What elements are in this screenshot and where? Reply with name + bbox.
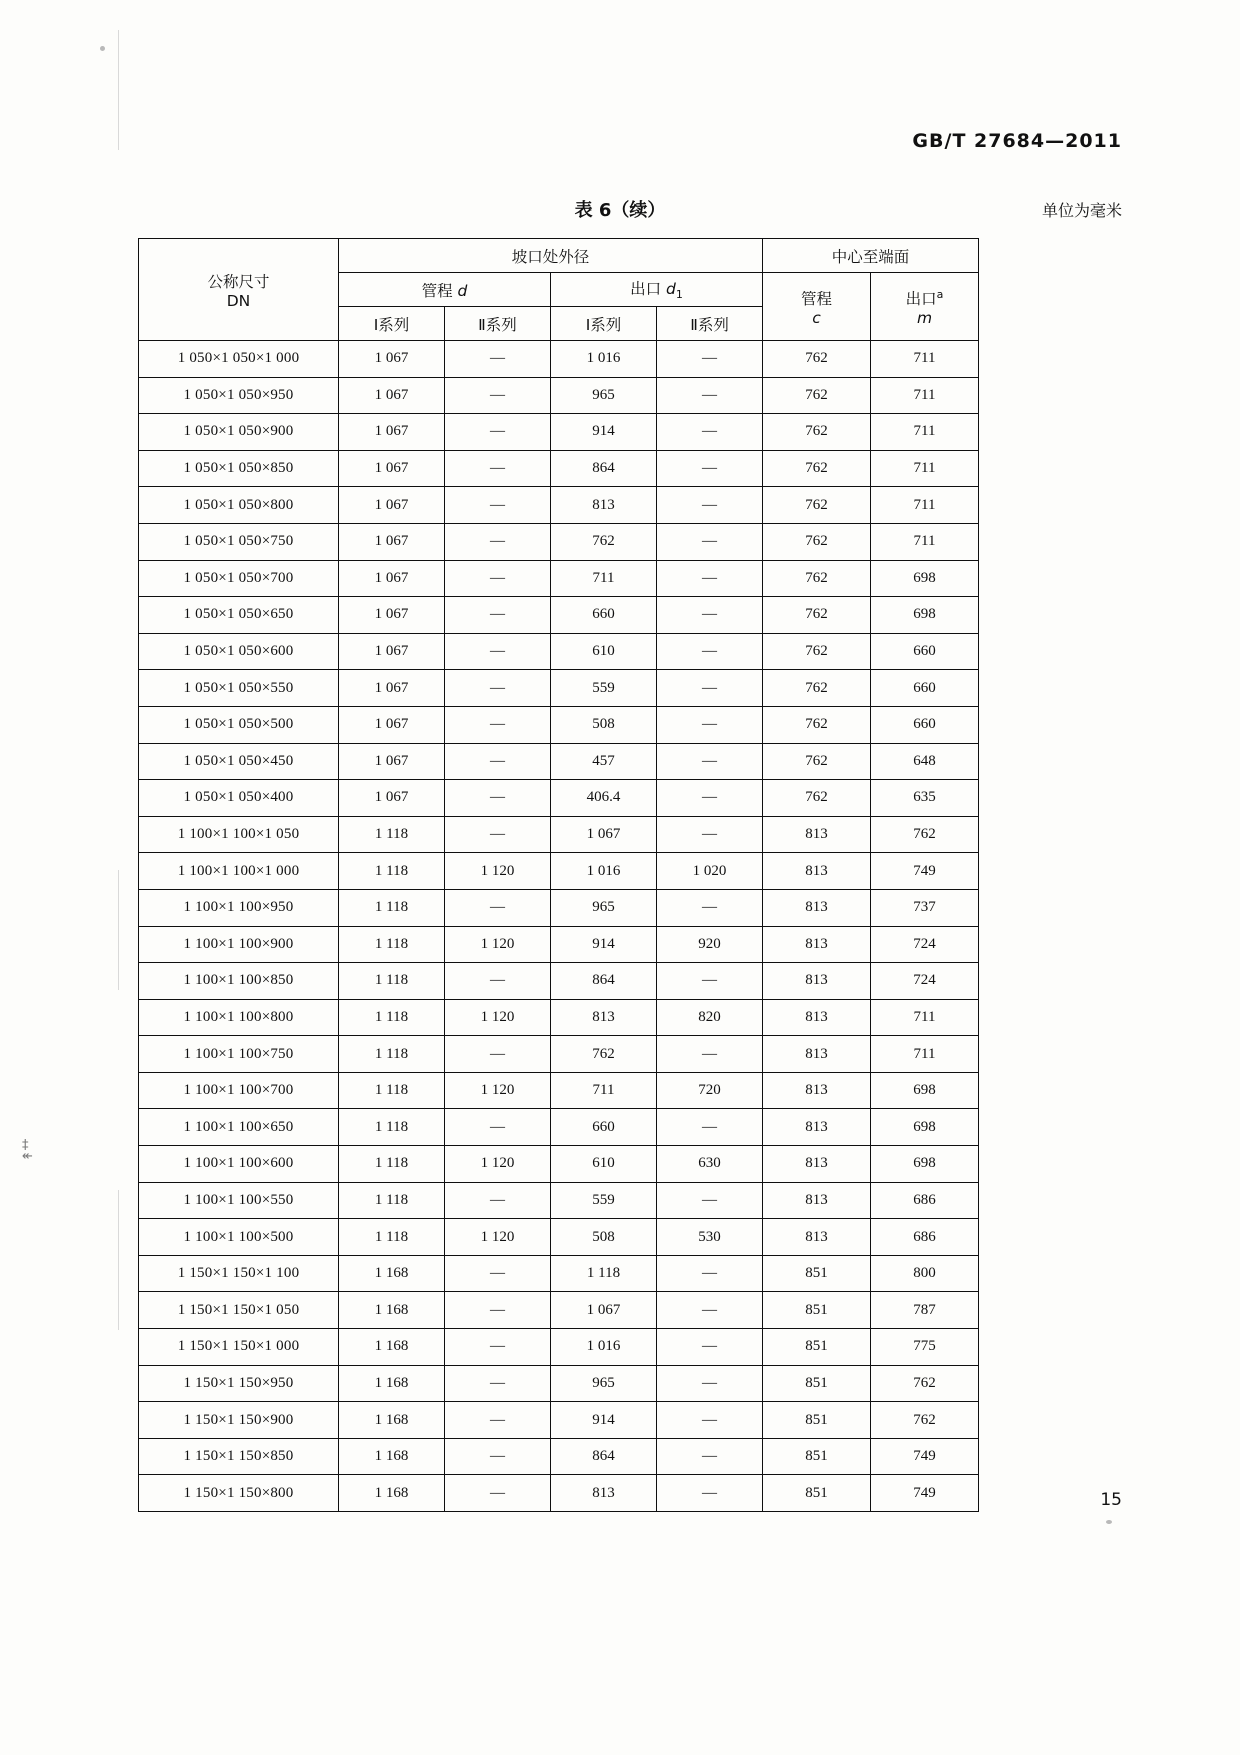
header-run-series-1: Ⅰ系列 [339, 307, 445, 341]
cell-value: 559 [551, 1182, 657, 1219]
cell-value: — [657, 597, 763, 634]
table-row [139, 341, 979, 378]
cell-value: — [445, 414, 551, 451]
header-run-c [763, 273, 871, 341]
cell-value: 724 [871, 963, 979, 1000]
cell-value: 1 016 [551, 1329, 657, 1366]
cell-value: 1 067 [339, 414, 445, 451]
cell-value: 851 [763, 1365, 871, 1402]
table-row [139, 414, 979, 451]
cell-value: — [657, 1109, 763, 1146]
cell-dn: 1 150×1 150×800 [139, 1475, 339, 1512]
header-run-series-2: Ⅱ系列 [445, 307, 551, 341]
cell-value: — [445, 1292, 551, 1329]
table-row [139, 1219, 979, 1256]
cell-value: — [445, 1402, 551, 1439]
cell-value: 660 [871, 706, 979, 743]
cell-value: 851 [763, 1438, 871, 1475]
cell-value: 1 120 [445, 853, 551, 890]
cell-dn: 1 100×1 100×900 [139, 926, 339, 963]
cell-value: 630 [657, 1146, 763, 1183]
cell-value: 1 067 [339, 450, 445, 487]
cell-dn: 1 050×1 050×600 [139, 633, 339, 670]
scan-speck [1106, 1520, 1112, 1524]
cell-dn: 1 050×1 050×850 [139, 450, 339, 487]
cell-value: 851 [763, 1402, 871, 1439]
cell-dn: 1 100×1 100×1 000 [139, 853, 339, 890]
cell-value: — [657, 1255, 763, 1292]
cell-value: 1 067 [339, 560, 445, 597]
cell-value: 711 [871, 1036, 979, 1073]
cell-value: — [657, 1292, 763, 1329]
header-dn-line1: 公称尺寸 [207, 272, 270, 291]
cell-dn: 1 100×1 100×1 050 [139, 816, 339, 853]
header-dn-line2: DN [226, 291, 251, 310]
cell-value: 660 [871, 670, 979, 707]
cell-value: — [657, 523, 763, 560]
cell-value: 1 118 [551, 1255, 657, 1292]
cell-value: 698 [871, 1146, 979, 1183]
cell-value: 711 [871, 523, 979, 560]
cell-dn: 1 050×1 050×450 [139, 743, 339, 780]
cell-value: 813 [763, 999, 871, 1036]
table-caption: 表 6（续） [574, 200, 666, 221]
table-row [139, 706, 979, 743]
cell-value: 711 [871, 414, 979, 451]
cell-value: 1 067 [339, 780, 445, 817]
table-row [139, 1146, 979, 1183]
cell-value: 1 118 [339, 816, 445, 853]
cell-dn: 1 150×1 150×1 050 [139, 1292, 339, 1329]
cell-value: 1 118 [339, 926, 445, 963]
cell-value: 813 [763, 853, 871, 890]
cell-dn: 1 050×1 050×500 [139, 706, 339, 743]
table-row [139, 597, 979, 634]
cell-value: 711 [871, 487, 979, 524]
cell-dn: 1 050×1 050×400 [139, 780, 339, 817]
cell-value: 698 [871, 1072, 979, 1109]
cell-value: 1 067 [339, 487, 445, 524]
header-group-bevel-od: 坡口处外径 [339, 239, 763, 273]
cell-value: 762 [763, 633, 871, 670]
header-run-c-symbol: c [812, 308, 821, 327]
cell-value: 698 [871, 597, 979, 634]
table-row [139, 853, 979, 890]
cell-value: — [445, 633, 551, 670]
cell-value: 610 [551, 1146, 657, 1183]
cell-value: — [657, 341, 763, 378]
cell-value: 660 [551, 1109, 657, 1146]
cell-value: — [445, 1109, 551, 1146]
table-row [139, 1292, 979, 1329]
cell-value: — [657, 560, 763, 597]
cell-value: — [445, 1182, 551, 1219]
cell-value: 1 067 [339, 597, 445, 634]
cell-value: 749 [871, 1438, 979, 1475]
cell-value: 851 [763, 1329, 871, 1366]
cell-dn: 1 100×1 100×650 [139, 1109, 339, 1146]
cell-value: 508 [551, 706, 657, 743]
cell-value: — [657, 1438, 763, 1475]
cell-value: 1 067 [339, 743, 445, 780]
cell-value: 851 [763, 1255, 871, 1292]
cell-value: 1 118 [339, 1146, 445, 1183]
cell-value: 1 067 [339, 670, 445, 707]
cell-dn: 1 150×1 150×850 [139, 1438, 339, 1475]
cell-value: 813 [763, 926, 871, 963]
cell-value: — [657, 889, 763, 926]
cell-value: 711 [551, 560, 657, 597]
cell-value: — [657, 1036, 763, 1073]
cell-value: 1 168 [339, 1402, 445, 1439]
cell-value: 1 120 [445, 999, 551, 1036]
header-sub-run-text: 管程 d [421, 281, 468, 300]
cell-dn: 1 150×1 150×1 100 [139, 1255, 339, 1292]
cell-value: — [445, 1036, 551, 1073]
cell-value: 914 [551, 926, 657, 963]
cell-value: 530 [657, 1219, 763, 1256]
table-row [139, 816, 979, 853]
cell-value: — [445, 450, 551, 487]
cell-value: 762 [763, 780, 871, 817]
cell-value: 1 118 [339, 1036, 445, 1073]
unit-note: 单位为毫米 [1041, 201, 1122, 220]
cell-value: 406.4 [551, 780, 657, 817]
cell-value: — [445, 377, 551, 414]
cell-value: — [657, 414, 763, 451]
cell-value: 1 120 [445, 1072, 551, 1109]
cell-value: 1 118 [339, 889, 445, 926]
cell-value: 864 [551, 963, 657, 1000]
header-dn [139, 239, 339, 341]
cell-value: 762 [763, 450, 871, 487]
cell-value: 762 [551, 1036, 657, 1073]
cell-value: 1 067 [551, 1292, 657, 1329]
cell-value: — [445, 1438, 551, 1475]
cell-dn: 1 050×1 050×900 [139, 414, 339, 451]
cell-value: 724 [871, 926, 979, 963]
cell-value: — [445, 341, 551, 378]
table-row [139, 1475, 979, 1512]
cell-value: 762 [763, 377, 871, 414]
cell-value: 965 [551, 889, 657, 926]
cell-value: — [445, 1475, 551, 1512]
header-outlet-m-symbol: m [916, 308, 933, 327]
table-row [139, 889, 979, 926]
cell-value: 762 [763, 670, 871, 707]
cell-value: 914 [551, 1402, 657, 1439]
cell-value: 920 [657, 926, 763, 963]
cell-value: 1 168 [339, 1255, 445, 1292]
cell-value: 762 [871, 1365, 979, 1402]
page-edge-artifact [118, 30, 119, 150]
cell-value: — [657, 670, 763, 707]
cell-value: — [657, 450, 763, 487]
cell-value: — [445, 523, 551, 560]
table-row [139, 670, 979, 707]
table-row [139, 1329, 979, 1366]
cell-value: 762 [763, 743, 871, 780]
header-sub-outlet-text: 出口 $d_1$ [630, 280, 683, 302]
cell-dn: 1 100×1 100×950 [139, 889, 339, 926]
cell-value: 686 [871, 1219, 979, 1256]
cell-value: 762 [763, 487, 871, 524]
cell-dn: 1 100×1 100×600 [139, 1146, 339, 1183]
cell-dn: 1 050×1 050×550 [139, 670, 339, 707]
cell-value: — [445, 560, 551, 597]
cell-value: 711 [871, 999, 979, 1036]
cell-value: 508 [551, 1219, 657, 1256]
cell-value: 914 [551, 414, 657, 451]
cell-value: — [657, 1365, 763, 1402]
cell-dn: 1 100×1 100×500 [139, 1219, 339, 1256]
cell-value: 1 168 [339, 1438, 445, 1475]
cell-value: 1 120 [445, 926, 551, 963]
cell-dn: 1 050×1 050×650 [139, 597, 339, 634]
cell-value: 1 118 [339, 1072, 445, 1109]
cell-value: 1 120 [445, 1219, 551, 1256]
cell-value: 864 [551, 450, 657, 487]
cell-value: 1 118 [339, 1182, 445, 1219]
cell-value: 1 118 [339, 1109, 445, 1146]
page-edge-artifact [118, 870, 119, 990]
cell-value: — [445, 670, 551, 707]
cell-dn: 1 100×1 100×700 [139, 1072, 339, 1109]
cell-value: — [657, 963, 763, 1000]
cell-dn: 1 150×1 150×900 [139, 1402, 339, 1439]
cell-value: 648 [871, 743, 979, 780]
cell-dn: 1 050×1 050×950 [139, 377, 339, 414]
cell-value: 686 [871, 1182, 979, 1219]
cell-value: 1 168 [339, 1292, 445, 1329]
cell-value: 762 [871, 1402, 979, 1439]
cell-value: 1 118 [339, 999, 445, 1036]
table-row [139, 743, 979, 780]
cell-value: 762 [871, 816, 979, 853]
cell-value: 1 067 [339, 706, 445, 743]
cell-value: 698 [871, 560, 979, 597]
cell-value: 813 [551, 1475, 657, 1512]
table-head [139, 239, 979, 341]
cell-value: — [445, 816, 551, 853]
cell-value: 851 [763, 1475, 871, 1512]
cell-value: 720 [657, 1072, 763, 1109]
cell-value: 813 [763, 1182, 871, 1219]
table-body [139, 341, 979, 1512]
table-row [139, 1182, 979, 1219]
cell-value: 711 [871, 450, 979, 487]
header-sub-run [339, 273, 551, 307]
cell-value: — [445, 963, 551, 1000]
cell-value: — [657, 743, 763, 780]
cell-value: — [657, 633, 763, 670]
cell-value: — [657, 706, 763, 743]
cell-value: 1 067 [551, 816, 657, 853]
cell-dn: 1 050×1 050×800 [139, 487, 339, 524]
cell-value: 762 [763, 560, 871, 597]
table-row [139, 1402, 979, 1439]
cell-value: — [657, 377, 763, 414]
cell-value: 749 [871, 853, 979, 890]
cell-value: 800 [871, 1255, 979, 1292]
cell-value: — [657, 1182, 763, 1219]
cell-value: 1 016 [551, 853, 657, 890]
cell-dn: 1 100×1 100×850 [139, 963, 339, 1000]
cell-value: 1 020 [657, 853, 763, 890]
cell-value: 660 [551, 597, 657, 634]
cell-value: 457 [551, 743, 657, 780]
cell-value: 1 168 [339, 1329, 445, 1366]
cell-value: — [445, 487, 551, 524]
cell-value: — [445, 889, 551, 926]
cell-value: — [445, 1329, 551, 1366]
cell-dn: 1 150×1 150×1 000 [139, 1329, 339, 1366]
cell-value: 965 [551, 377, 657, 414]
cell-value: — [657, 780, 763, 817]
cell-dn: 1 050×1 050×750 [139, 523, 339, 560]
spec-table [138, 238, 979, 1512]
cell-value: — [445, 1255, 551, 1292]
header-outlet-m-label: 出口$^a$ [905, 287, 944, 308]
cell-value: 762 [763, 523, 871, 560]
cell-value: 813 [763, 1036, 871, 1073]
table-row [139, 999, 979, 1036]
cell-dn: 1 050×1 050×1 000 [139, 341, 339, 378]
standard-code: GB/T 27684—2011 [912, 130, 1122, 152]
cell-value: 660 [871, 633, 979, 670]
page-edge-artifact [118, 1190, 119, 1330]
header-run-c-label: 管程 [801, 289, 833, 308]
table-row [139, 633, 979, 670]
cell-value: 787 [871, 1292, 979, 1329]
cell-value: 762 [763, 597, 871, 634]
cell-value: 610 [551, 633, 657, 670]
cell-value: 711 [551, 1072, 657, 1109]
cell-value: — [445, 706, 551, 743]
cell-dn: 1 100×1 100×550 [139, 1182, 339, 1219]
cell-value: 1 120 [445, 1146, 551, 1183]
cell-dn: 1 100×1 100×750 [139, 1036, 339, 1073]
cell-value: — [657, 487, 763, 524]
header-outlet-series-1: Ⅰ系列 [551, 307, 657, 341]
cell-value: 1 067 [339, 377, 445, 414]
header-sub-outlet [551, 273, 763, 307]
cell-value: 635 [871, 780, 979, 817]
table-row [139, 377, 979, 414]
cell-value: — [445, 780, 551, 817]
cell-value: 1 067 [339, 633, 445, 670]
cell-value: 1 067 [339, 341, 445, 378]
cell-value: 1 168 [339, 1365, 445, 1402]
cell-value: 813 [551, 999, 657, 1036]
page-number: 15 [1100, 1490, 1122, 1510]
cell-value: 813 [551, 487, 657, 524]
cell-value: — [657, 816, 763, 853]
table-row [139, 487, 979, 524]
header-group-center-to-end: 中心至端面 [763, 239, 979, 273]
table-row [139, 1036, 979, 1073]
cell-value: 1 168 [339, 1475, 445, 1512]
cell-value: 851 [763, 1292, 871, 1329]
cell-dn: 1 150×1 150×950 [139, 1365, 339, 1402]
cell-value: 1 118 [339, 963, 445, 1000]
cell-value: 813 [763, 1219, 871, 1256]
scan-speck [100, 46, 105, 51]
cell-dn: 1 100×1 100×800 [139, 999, 339, 1036]
cell-value: 813 [763, 1146, 871, 1183]
cell-value: 864 [551, 1438, 657, 1475]
cell-value: 698 [871, 1109, 979, 1146]
cell-value: 1 067 [339, 523, 445, 560]
table-row [139, 523, 979, 560]
cell-dn: 1 050×1 050×700 [139, 560, 339, 597]
cell-value: 711 [871, 341, 979, 378]
cell-value: 813 [763, 816, 871, 853]
table-row [139, 1438, 979, 1475]
cell-value: 749 [871, 1475, 979, 1512]
cell-value: — [445, 743, 551, 780]
table-row [139, 1109, 979, 1146]
cell-value: 813 [763, 1109, 871, 1146]
table-row [139, 780, 979, 817]
table-row [139, 963, 979, 1000]
table-row [139, 1255, 979, 1292]
header-outlet-series-2: Ⅱ系列 [657, 307, 763, 341]
cell-value: 813 [763, 1072, 871, 1109]
cell-value: 762 [763, 706, 871, 743]
table-row [139, 1365, 979, 1402]
cell-value: 762 [763, 414, 871, 451]
table-row [139, 926, 979, 963]
cell-value: 737 [871, 889, 979, 926]
table-row [139, 560, 979, 597]
cell-value: 762 [551, 523, 657, 560]
cell-value: — [657, 1329, 763, 1366]
cell-value: 711 [871, 377, 979, 414]
cell-value: 813 [763, 889, 871, 926]
cell-value: 1 118 [339, 853, 445, 890]
cell-value: 965 [551, 1365, 657, 1402]
cell-value: — [657, 1475, 763, 1512]
cell-value: — [445, 1365, 551, 1402]
cell-value: 775 [871, 1329, 979, 1366]
header-outlet-m [871, 273, 979, 341]
cell-value: 762 [763, 341, 871, 378]
cell-value: — [445, 597, 551, 634]
table-row [139, 450, 979, 487]
cell-value: 820 [657, 999, 763, 1036]
cell-value: 559 [551, 670, 657, 707]
table-row [139, 1072, 979, 1109]
cell-value: 813 [763, 963, 871, 1000]
spec-table-container [138, 238, 978, 1512]
cell-value: — [657, 1402, 763, 1439]
margin-annotation: ‡ ↞ [22, 1138, 33, 1164]
cell-value: 1 118 [339, 1219, 445, 1256]
cell-value: 1 016 [551, 341, 657, 378]
